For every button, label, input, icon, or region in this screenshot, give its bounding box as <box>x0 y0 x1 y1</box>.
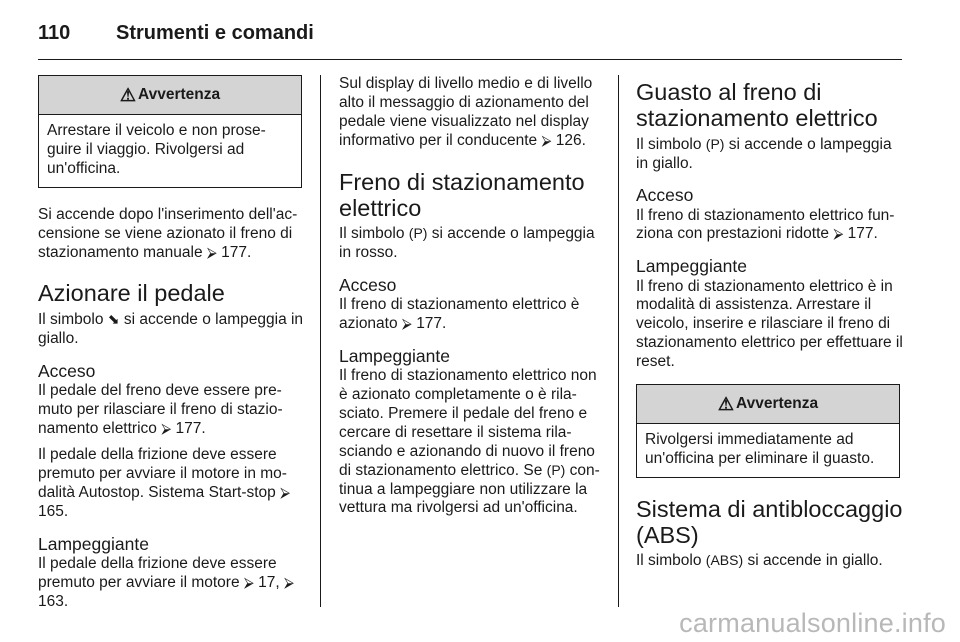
intro-paragraph: Si accende dopo l'inserimento dell'ac-censione se viene azionato il freno di stazionamento manuale ⮚ 177. <box>38 205 298 261</box>
warning-text: Rivolgersi immediatamente ad un'officina per eliminare il guasto. <box>645 431 875 467</box>
heading-lampeggiante: Lampeggiante <box>339 346 450 366</box>
fault-paragraph: Il simbolo (P) si accende o lampeggia in giallo. <box>636 135 892 172</box>
warning-header <box>637 385 899 424</box>
heading-lampeggiante: Lampeggiante <box>636 256 747 277</box>
page-ref: 177. <box>175 419 206 437</box>
warning-header <box>39 76 301 115</box>
warning-title: Avvertenza <box>138 86 221 103</box>
display-paragraph: Sul display di livello medio e di livello alto il messaggio di azionamento del pedale viene visualizzato nel display informativo per il conducente ⮚ 126. <box>339 75 593 149</box>
page-number: 110 <box>38 22 71 44</box>
lampeggiante-paragraph: Il freno di stazionamento elettrico non è azionato completamente o è rila-sciato. Premere il pedale del freno e cercare di resettare il sistema rila-sciando e azionando di nuovo il freno di stazionamento elettrico. Se (P) con-tinua a lampeggiare non utilizzare la vettura ma rivolgersi ad un'officina. <box>339 367 600 517</box>
warning-box <box>636 384 900 478</box>
warning-box <box>38 75 302 188</box>
warning-triangle-icon: ⚠ <box>119 84 136 105</box>
acceso-paragraph: Il pedale del freno deve essere pre-muto per rilasciare il freno di stazio-namento elettrico ⮚ 177. <box>38 381 283 437</box>
page-ref: 177. <box>847 225 878 243</box>
page-ref: 177. <box>221 243 252 261</box>
warning-triangle-icon: ⚠ <box>717 393 734 414</box>
parking-brake-fault-icon: (P) <box>705 135 725 152</box>
lampeggiante-paragraph: Il pedale della frizione deve essere premuto per avviare il motore ⮚ 17, ⮚ 163. <box>38 555 294 610</box>
parking-brake-icon: (P) <box>546 461 566 478</box>
warning-title: Avvertenza <box>736 395 819 413</box>
heading-freno-stazionamento: Freno di stazionamento elettrico <box>339 168 585 221</box>
heading-acceso: Acceso <box>636 185 694 206</box>
pedal-paragraph: Il simbolo ⬊ si accende o lampeggia in giallo. <box>38 310 304 347</box>
page-ref: 126. <box>555 131 586 149</box>
page-reference-arrow-icon: ⮚ <box>161 419 172 436</box>
page-reference-arrow-icon: ⮚ <box>284 574 294 591</box>
heading-acceso: Acceso <box>38 360 96 381</box>
parking-brake-icon: (P) <box>408 225 428 242</box>
column-3 <box>636 75 904 571</box>
page-ref: 177. <box>416 315 447 333</box>
clutch-pedal-icon: ⬊ <box>107 310 120 327</box>
clutch-paragraph: Il pedale della frizione deve essere premuto per avviare il motore in mo-dalità Autostop. Sistema Start-stop ⮚ 165. <box>38 446 291 521</box>
page-reference-arrow-icon: ⮚ <box>206 243 217 260</box>
abs-icon: (ABS) <box>705 552 744 569</box>
page-reference-arrow-icon: ⮚ <box>243 574 254 591</box>
acceso-paragraph: Il freno di stazionamento elettrico fun-ziona con prestazioni ridotte ⮚ 177. <box>636 206 895 243</box>
acceso-paragraph: Il freno di stazionamento elettrico è azionato ⮚ 177. <box>339 296 580 333</box>
header-divider <box>38 59 902 60</box>
heading-guasto-freno: Guasto al freno di stazionamento elettrico <box>636 79 878 132</box>
page-reference-arrow-icon: ⮚ <box>833 225 844 242</box>
column-1 <box>38 75 306 612</box>
page-header <box>38 16 902 56</box>
page-ref: 163. <box>38 592 69 610</box>
heading-lampeggiante: Lampeggiante <box>38 534 149 555</box>
heading-azionare-pedale: Azionare il pedale <box>38 280 225 307</box>
page-reference-arrow-icon: ⮚ <box>541 131 552 148</box>
watermark: carmanualsonline.info <box>679 608 946 638</box>
epb-paragraph: Il simbolo (P) si accende o lampeggia in rosso. <box>339 225 595 262</box>
heading-abs: Sistema di antibloccaggio (ABS) <box>636 495 903 549</box>
abs-paragraph: Il simbolo (ABS) si accende in giallo. <box>636 552 883 570</box>
page-reference-arrow-icon: ⮚ <box>401 315 412 332</box>
warning-text: Arrestare il veicolo e non prose-guire il viaggio. Rivolgersi ad un'officina. <box>47 122 266 177</box>
column-divider-1 <box>320 75 321 607</box>
page-ref: 17, <box>258 574 280 592</box>
page-ref: 165. <box>38 503 69 521</box>
column-divider-2 <box>618 75 619 607</box>
page-reference-arrow-icon: ⮚ <box>280 484 291 501</box>
section-title: Strumenti e comandi <box>116 22 314 44</box>
heading-acceso: Acceso <box>339 275 397 296</box>
column-2 <box>339 75 607 518</box>
lampeggiante-paragraph: Il freno di stazionamento elettrico è in modalità di assistenza. Arrestare il veicolo, inserire e rilasciare il freno di stazionamento elettrico per effettuare il reset. <box>636 277 903 371</box>
